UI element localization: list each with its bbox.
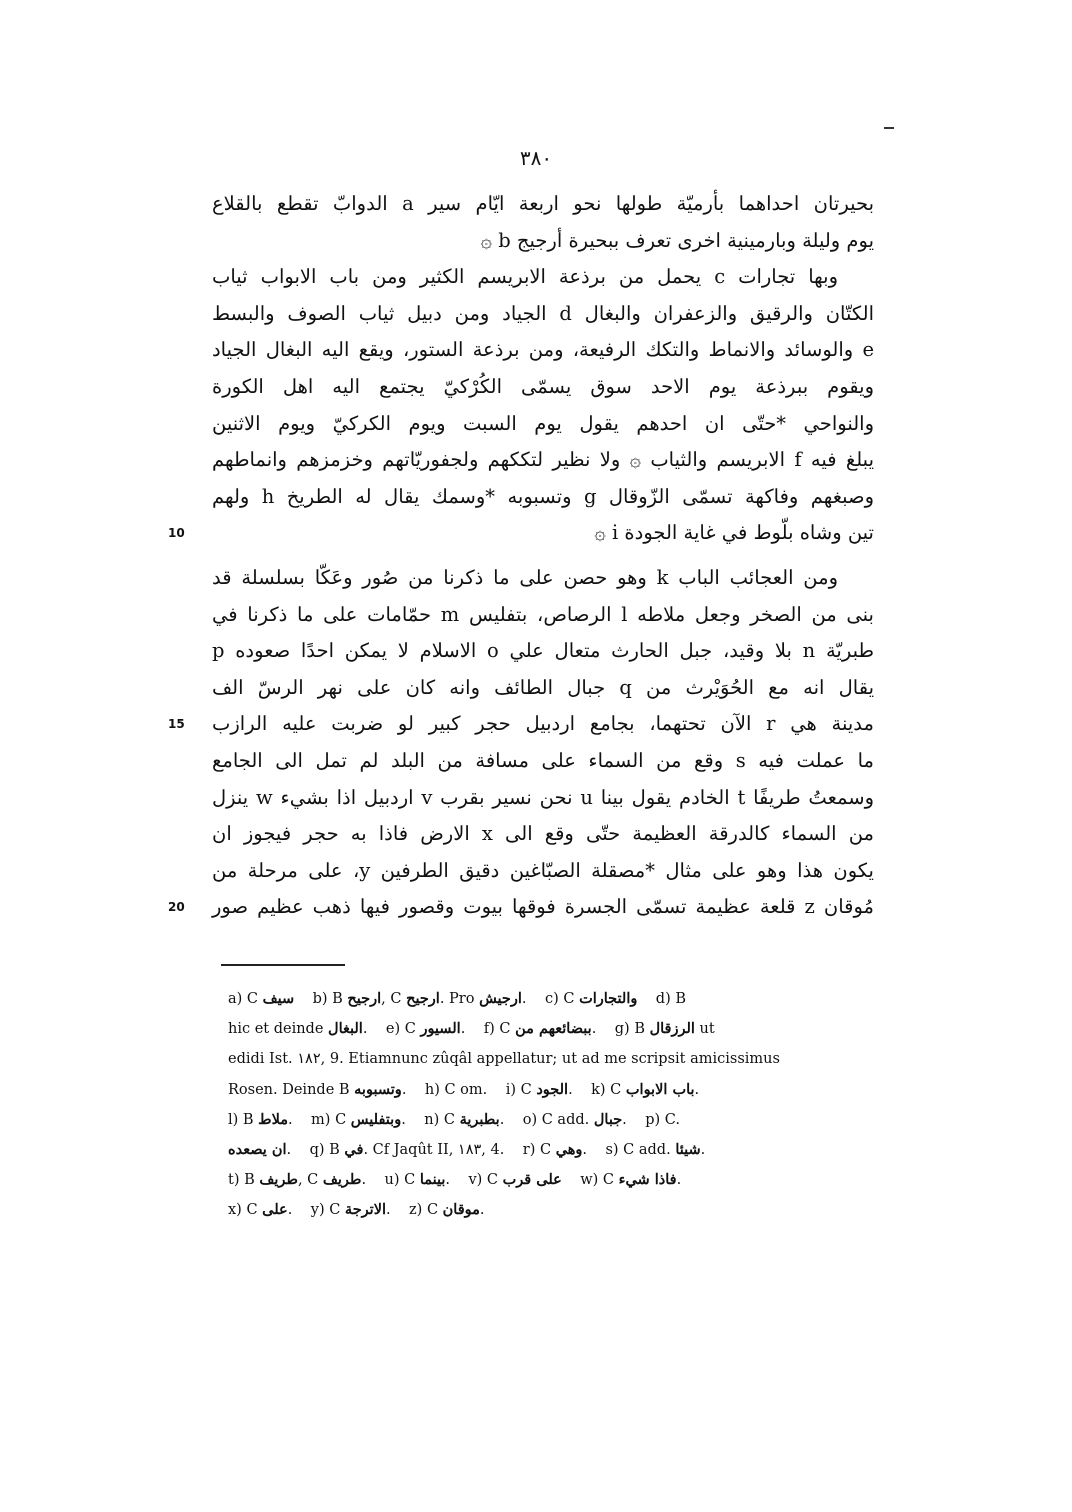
line-number: 15 (168, 717, 185, 732)
body-text (168, 186, 875, 926)
footnote-text: edidi Ist. ١٨٢, 9. Etiamnunc zûqâl appellatur; ut ad me scripsit amicissimus (228, 1051, 780, 1068)
footnote-text: . o) C add. (499, 1111, 594, 1128)
text-line (212, 479, 874, 516)
text-line (212, 560, 874, 597)
footnote-text: . Pro (439, 991, 480, 1007)
footnote-arabic: طريف (322, 1171, 362, 1189)
footnote-arabic: موقان (442, 1201, 480, 1219)
footnote-text: , C (297, 1172, 323, 1189)
footnote-text: . z) C (386, 1202, 443, 1219)
footnote-text: . v) C (445, 1172, 503, 1189)
corner-mark (884, 127, 894, 129)
footnote-arabic: ارجيح (406, 990, 440, 1007)
footnote-arabic: والتجارات (579, 990, 638, 1007)
footnote-text: d) B (637, 991, 686, 1007)
text-line (212, 259, 874, 296)
footnote-arabic: على قرب (502, 1171, 562, 1189)
text-line (212, 406, 874, 443)
footnote-text: . (700, 1141, 706, 1158)
footnote-line (228, 1044, 864, 1074)
text-line-content: يكون هذا وهو على مثال *مصقلة الصبّاغين دقيق الطرفين y، على مرحلة من (212, 858, 874, 882)
footnote-arabic: وبتفليس (350, 1110, 402, 1128)
line-number: 10 (168, 526, 185, 541)
text-line (212, 442, 874, 479)
footnote-arabic: شيئا (675, 1140, 701, 1158)
footnote-text: b) B (294, 991, 348, 1007)
footnote-line (228, 1014, 864, 1044)
footnote-arabic: بطبرية (459, 1110, 500, 1128)
text-line (212, 853, 874, 890)
footnote-text: . n) C (401, 1111, 460, 1128)
text-line (168, 706, 874, 743)
footnote-text: . m) C (288, 1111, 351, 1128)
footnote-text: . (694, 1081, 700, 1098)
footnote-text: . Cf Jaqût II, ١٨٣, 4. r) C (363, 1141, 556, 1158)
footnote-arabic: الرزقال (649, 1020, 695, 1038)
footnote-text: . y) C (287, 1202, 345, 1219)
footnote-text: . e) C (362, 1021, 421, 1038)
footnote-text: t) B (228, 1172, 260, 1189)
footnote-text: . f) C (460, 1021, 516, 1038)
text-line (212, 633, 874, 670)
text-line (212, 186, 874, 223)
footnote-arabic: الاترجة (344, 1201, 386, 1219)
footnote-text: . q) B (286, 1141, 345, 1158)
text-line (212, 296, 874, 333)
text-line-content: وبها تجارات c يحمل من برذعة الابريسم الكثير ومن باب الابواب ثياب (212, 265, 838, 289)
text-line-content: ما عملت فيه s وقع من السماء على مسافة من البلد لم تمل الى الجامع (212, 748, 874, 772)
footnote-text: ut (694, 1021, 715, 1038)
footnote-line (228, 1195, 864, 1225)
footnote-text: . u) C (361, 1172, 420, 1189)
text-line (212, 332, 874, 369)
footnote-arabic: وهي (555, 1140, 583, 1158)
text-line-content: من السماء كالدرقة العظيمة حتّى وقع الى x الارض فاذا به حجر فيجوز ان (212, 822, 875, 846)
footnote-arabic: السيور (420, 1020, 461, 1038)
text-line-content: الكتّان والرقيق والزعفران والبغال d الجياد ومن دبيل ثياب الصوف والبسط (212, 301, 874, 325)
footnote-text: . (676, 1172, 682, 1189)
text-line-content: وسمعتُ طريفًا t الخادم يقول بينا u نحن نسير بقرب v اردبيل اذا بشيء w ينزل (212, 785, 875, 809)
line-number: 20 (168, 900, 185, 915)
footnote-arabic: على (262, 1201, 288, 1219)
footnote-text: l) B (228, 1111, 259, 1128)
footnote-text: hic et deinde (228, 1021, 329, 1038)
text-line-content: والنواحي *حتّى ان احدهم يقول يوم السبت ويوم الكركيّ ويوم الاثنين (212, 411, 874, 435)
footnote-line (228, 1135, 864, 1165)
footnote-line (228, 984, 864, 1014)
footnote-text: . p) C. (622, 1111, 680, 1128)
text-line-content: مُوقان z قلعة عظيمة تسمّى الجسرة فوقها بيوت وقصور فيها ذهب عظيم صور (212, 895, 874, 919)
footnote-arabic: ملاط (258, 1110, 289, 1128)
text-line-content: مدينة هي r الآن تحتهما، بجامع اردبيل حجر كبير لو ضربت عليه الرازب (212, 712, 874, 736)
text-line-content: ويقوم ببرذعة يوم الاحد سوق يسمّى الكُرْكيّ يجتمع اليه اهل الكورة (212, 374, 874, 398)
footnote-arabic: ارجيح (347, 990, 382, 1007)
footnote-text: a) C (228, 991, 263, 1007)
footnote-text: . s) C add. (582, 1141, 676, 1158)
text-line-content: يوم وليلة وبارمينية اخرى تعرف ببحيرة أرجيج b ۞ (480, 228, 874, 252)
text-line (212, 816, 874, 853)
page-number: ٣٨٠ (519, 146, 553, 170)
text-line (168, 889, 874, 926)
footnote-arabic: فاذا شيء (618, 1171, 677, 1189)
footnote-text: . c) C (521, 991, 580, 1007)
footnote-text: x) C (228, 1202, 263, 1219)
footnote-rule (221, 964, 345, 966)
footnote-arabic: طريف (259, 1171, 298, 1189)
footnote-arabic: بينما (419, 1171, 446, 1189)
text-line (168, 515, 874, 552)
footnotes (228, 984, 864, 1226)
footnote-text: . k) C (568, 1081, 626, 1098)
footnote-arabic: سيف (262, 990, 295, 1007)
footnote-arabic: البغال (328, 1020, 363, 1038)
footnote-text: . g) B (591, 1021, 650, 1038)
footnote-text: . (479, 1202, 485, 1219)
text-line-content: يبلغ فيه f الابريسم والثياب ۞ ولا نظير لتككهم ولجفوريّاتهم وخزمزهم وانماطهم (212, 448, 874, 472)
footnote-line (228, 1075, 864, 1105)
text-line-content: ومن العجائب الباب k وهو حصن على ما ذكرنا من صُور وعَكّا بسلسلة قد (212, 565, 839, 589)
footnote-text: Rosen. Deinde B (228, 1081, 355, 1098)
text-line-content: تين وشاه بلّوط في غاية الجودة i ۞ (594, 521, 874, 545)
footnote-arabic: وتسبوبه (354, 1080, 402, 1098)
footnote-arabic: الجود (536, 1080, 569, 1098)
footnote-arabic: جبال (593, 1110, 623, 1128)
footnote-arabic: ببضائعهم من (515, 1020, 592, 1038)
footnote-text: w) C (561, 1172, 619, 1189)
text-line-content: بنى من الصخر وجعل ملاطه l الرصاص، بتفليس m حمّامات على ما ذكرنا في (212, 602, 874, 626)
footnote-arabic: ان يصعده (228, 1140, 287, 1158)
footnote-line (228, 1105, 864, 1135)
text-line (212, 597, 874, 634)
text-line (212, 369, 874, 406)
footnote-line (228, 1165, 864, 1195)
text-line-content: يقال انه مع الحُوَيْرث من q جبال الطائف وانه كان على نهر الرسّ الف (212, 675, 874, 699)
text-line (212, 223, 874, 260)
text-line (212, 780, 874, 817)
footnote-text: . h) C om. i) C (401, 1081, 537, 1098)
text-line (212, 743, 874, 780)
footnote-arabic: ارجيش (479, 990, 522, 1007)
text-line (212, 670, 874, 707)
text-line-content: بحيرتان احداهما بأرميّة طولها نحو اربعة ايّام سير a الدوابّ تقطع بالقلاع (212, 192, 874, 215)
footnote-arabic: في (344, 1140, 364, 1158)
text-line-content: طبريّة n بلا وقيد، جبل الحارث متعال علي o الاسلام لا يمكن احدًا صعوده p (212, 639, 874, 663)
text-line-content: e والوسائد والانماط والتكك الرفيعة، ومن برذعة الستور، ويقع اليه البغال الجياد (212, 338, 874, 362)
footnote-arabic: باب الابواب (625, 1080, 695, 1098)
text-line-content: وصبغهم وفاكهة تسمّى الزّوقال g وتسبوبه *وسمك يقال له الطريخ h ولهم (212, 484, 874, 508)
footnote-text: , C (381, 991, 407, 1007)
